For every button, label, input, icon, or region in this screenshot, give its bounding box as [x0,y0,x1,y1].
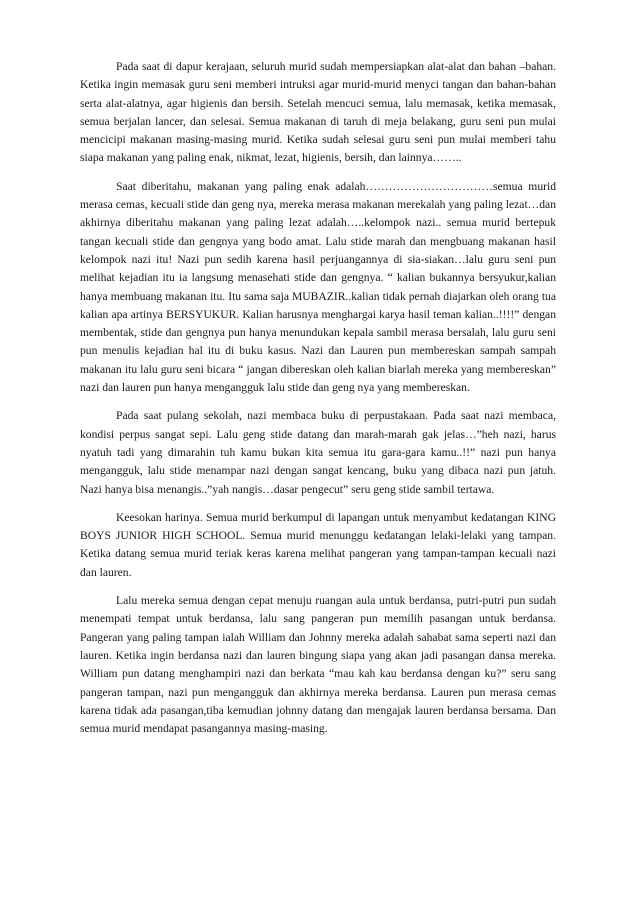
paragraph-dapur: Pada saat di dapur kerajaan, seluruh murid sudah mempersiapkan alat-alat dan bahan –bahan. Ketika ingin memasak guru seni memberi intruksi agar murid-murid menyci tangan dan bahan-bahan serta alat-alatnya, agar higienis dan bersih. Setelah mencuci semua, lalu memasak, ketika memasak, semua berjalan lancer, dan selesai. Semua makanan di taruh di meja belakang, guru seni pun mulai mencicipi makanan masing-masing murid. Ketika sudah selesai guru seni pun mulai memberi tahu siapa makanan yang paling enak, nikmat, lezat, higienis, bersih, dan lainnya…….. [80,60,556,165]
paragraph-perpustakaan: Pada saat pulang sekolah, nazi membaca buku di perpustakaan. Pada saat nazi membaca, kondisi perpus sangat sepi. Lalu geng stide datang dan marah-marah gak jelas…”heh nazi, harus nyatuh tadi yang dimarahin tuh kamu bukan kita semua itu gara-gara kamu..!!” nazi pun hanya mengangguk, lalu stide menampar nazi dengan sangat kencang, buku yang dibaca nazi pun jatuh. Nazi hanya bisa menangis..”yah nangis…dasar pengecut” seru geng stide sambil tertawa. [80,409,556,496]
paragraph-pengumuman: Saat diberitahu, makanan yang paling enak adalah……………………………semua murid merasa cemas, kecuali stide dan geng nya, mereka merasa makanan merekalah yang paling lezat…dan akhirnya diberitahu makanan yang paling lezat adalah…..kelompok nazi.. semua murid bertepuk tangan kecuali stide dan gengnya yang bodo amat. Lalu stide marah dan mengbuang makanan hasil kelompok nazi itu! Nazi pun sedih karena hasil perjuangannya di sia-siakan…lalu guru seni pun melihat kejadian itu ia langsung menasehati stide dan gengnya. “ kalian bukannya bersyukur,kalian hanya membuang makanan itu. Itu sama saja MUBAZIR..kalian tidak pernah diajarkan oleh orang tua kalian apa artinya BERSYUKUR. Kalian harusnya menghargai karya hasil teman kalian..!!!!” dengan membentak, stide dan gengnya pun hanya menundukan kepala sambil merasa bersalah, lalu guru seni pun menulis kejadian hal itu di buku kasus. Nazi dan Lauren pun membereskan sampah sampah makanan itu lalu guru seni bicara “ jangan dibereskan oleh kalian biarlah mereka yang membereskan” nazi dan lauren pun hanya mengangguk lalu stide dan geng nya yang membereskan. [80,179,556,395]
paragraph-berdansa: Lalu mereka semua dengan cepat menuju ruangan aula untuk berdansa, putri-putri pun sudah menempati tempat untuk berdansa, lalu sang pangeran pun memilih pasangan untuk berdansa. Pangeran yang paling tampan ialah William dan Johnny mereka adalah sahabat sama seperti nazi dan lauren. Ketika ingin berdansa nazi dan lauren bingung siapa yang akan jadi pasangan dansa mereka. William pun datang menghampiri nazi dan berkata “mau kah kau berdansa dengan ku?” seru sang pangeran tampan, nazi pun mengangguk dan akhirnya mereka berdansa. Lauren pun merasa cemas karena tidak ada pasangan,tiba kemudian johnny datang dan mengajak lauren berdansa bersama. Dan semua murid mendapat pasangannya masing-masing. [80,594,556,736]
document-body [80,58,556,748]
paragraph-kedatangan: Keesokan harinya. Semua murid berkumpul di lapangan untuk menyambut kedatangan KING BOYS JUNIOR HIGH SCHOOL. Semua murid menunggu kedatangan lelaki-lelaki yang tampan. Ketika datang semua murid teriak keras karena melihat pangeran yang tampan-tampan kecuali nazi dan lauren. [80,510,556,579]
